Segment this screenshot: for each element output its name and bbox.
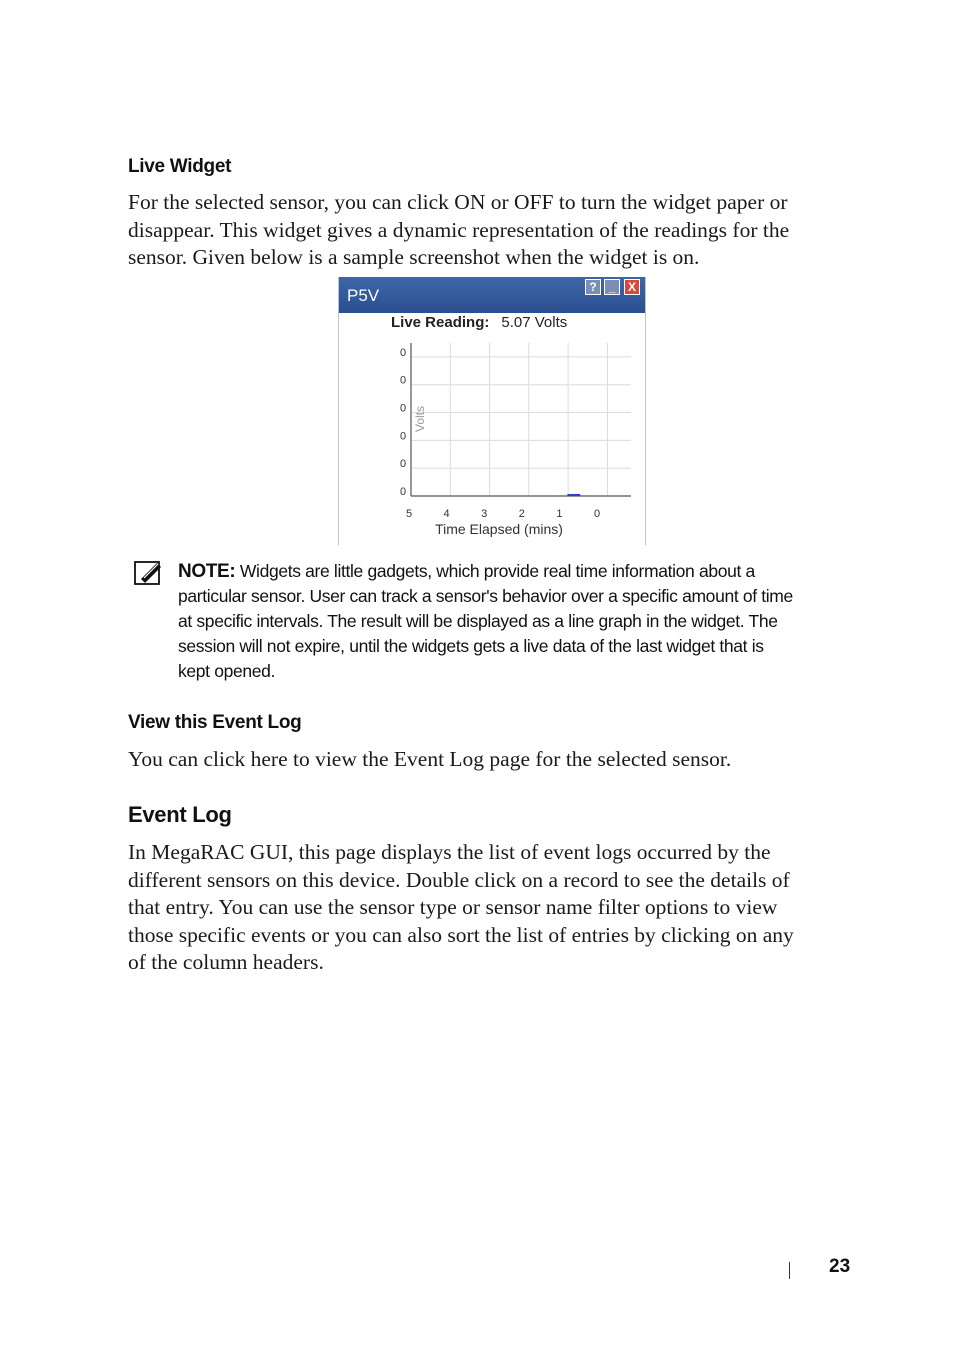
paragraph-line: For the selected sensor, you can click ON or OFF to turn the widget paper or bbox=[128, 190, 788, 214]
x-tick-label: 1 bbox=[556, 508, 563, 520]
voltage-chart bbox=[339, 277, 645, 545]
y-tick-label: 0 bbox=[399, 458, 407, 471]
live-widget-paragraph bbox=[128, 189, 856, 272]
help-icon[interactable]: ? bbox=[585, 279, 601, 295]
view-event-log-paragraph bbox=[128, 746, 856, 774]
page-number: 23 bbox=[829, 1256, 851, 1277]
note-line: session will not expire, until the widgets gets a live data of the last widget that is bbox=[178, 636, 764, 656]
x-tick-label: 5 bbox=[405, 508, 413, 520]
x-tick-label: 4 bbox=[443, 508, 450, 520]
minimize-icon[interactable]: _ bbox=[604, 279, 620, 295]
y-tick-label: 0 bbox=[399, 374, 407, 387]
paragraph-line: those specific events or you can also sort the list of entries by clicking on any bbox=[128, 922, 794, 947]
note-block bbox=[178, 559, 868, 684]
live-widget-heading: Live Widget bbox=[128, 156, 232, 177]
footer-divider bbox=[789, 1262, 790, 1279]
paragraph-line: different sensors on this device. Double click on a record to see the details of bbox=[128, 867, 790, 892]
paragraph-line: In MegaRAC GUI, this page displays the list of event logs occurred by the bbox=[128, 840, 771, 864]
note-label: NOTE: bbox=[178, 561, 236, 582]
pencil-note-icon bbox=[134, 560, 164, 586]
y-axis-label: Volts bbox=[413, 405, 427, 433]
note-line: at specific intervals. The result will be displayed as a line graph in the widget. The bbox=[178, 611, 778, 631]
paragraph-line: sensor. Given below is a sample screenshot when the widget is on. bbox=[128, 245, 700, 269]
note-line: kept opened. bbox=[178, 661, 275, 681]
x-tick-label: 0 bbox=[593, 508, 601, 520]
paragraph-line: You can click here to view the Event Log page for the selected sensor. bbox=[128, 747, 732, 771]
y-tick-label: 0 bbox=[399, 430, 407, 443]
live-reading-value: 5.07 Volts bbox=[501, 314, 568, 331]
y-tick-label: 0 bbox=[399, 486, 407, 498]
paragraph-line: of the column headers. bbox=[128, 950, 324, 974]
paragraph-line: that entry. You can use the sensor type or sensor name filter options to view bbox=[128, 895, 778, 919]
live-widget-screenshot bbox=[338, 277, 646, 545]
widget-title: P5V bbox=[347, 286, 380, 305]
note-line: particular sensor. User can track a sensor's behavior over a specific amount of time bbox=[178, 586, 793, 606]
y-tick-label: 0 bbox=[399, 346, 407, 359]
x-axis-label: Time Elapsed (mins) bbox=[435, 521, 563, 537]
view-event-log-heading: View this Event Log bbox=[128, 712, 302, 733]
live-reading-label: Live Reading: bbox=[391, 314, 490, 331]
close-icon[interactable]: X bbox=[624, 279, 640, 295]
event-log-heading: Event Log bbox=[128, 802, 232, 827]
paragraph-line: disappear. This widget gives a dynamic representation of the readings for the bbox=[128, 217, 790, 242]
note-line: Widgets are little gadgets, which provide real time information about a bbox=[239, 561, 755, 581]
x-tick-label: 3 bbox=[481, 508, 488, 520]
event-log-paragraph bbox=[128, 839, 856, 977]
x-tick-label: 2 bbox=[518, 508, 525, 520]
y-tick-label: 0 bbox=[399, 402, 407, 415]
